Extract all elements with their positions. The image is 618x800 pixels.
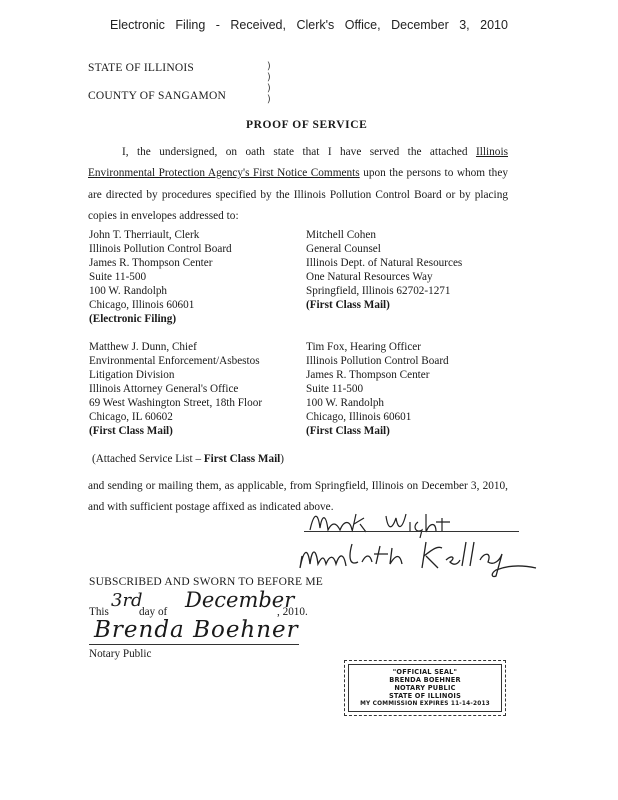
official-seal-text — [348, 664, 502, 712]
address-line: Suite 11-500 — [306, 383, 364, 395]
notary-year: , 2010. — [277, 606, 308, 618]
intro-paragraph — [88, 142, 508, 227]
address-line: Chicago, Illinois 60601 — [89, 299, 195, 311]
signature-line — [304, 531, 519, 532]
address-line: 100 W. Randolph — [89, 285, 168, 297]
attached-suffix: ) — [280, 453, 285, 465]
attached-service-list — [92, 452, 284, 466]
address-line: Suite 11-500 — [89, 271, 147, 283]
address-line: 69 West Washington Street, 18th Floor — [89, 397, 263, 409]
notary-signature-line — [89, 644, 299, 645]
address-line: General Counsel — [306, 243, 381, 255]
notary-public-label: Notary Public — [89, 648, 152, 660]
intro-suffix: upon the persons to whom they are directed by procedures specified by the Illinois Pollution Control Board or by placing copies in envelopes addressed to: — [88, 167, 508, 222]
address-line: One Natural Resources Way — [306, 271, 433, 283]
address-line: Matthew J. Dunn, Chief — [89, 341, 197, 353]
attached-method: First Class Mail — [203, 453, 281, 465]
service-method: (Electronic Filing) — [89, 313, 177, 325]
recipient-clerk — [89, 228, 232, 326]
seal-line: NOTARY PUBLIC — [394, 684, 456, 692]
address-line: John T. Therriault, Clerk — [89, 229, 200, 241]
notary-month: December — [185, 588, 295, 612]
address-line: 100 W. Randolph — [306, 397, 385, 409]
recipient-hearing-officer — [306, 340, 449, 438]
subscribed-statement: SUBSCRIBED AND SWORN TO BEFORE ME — [89, 576, 323, 588]
signature-mark-wight — [300, 508, 470, 538]
address-line: Illinois Dept. of Natural Resources — [306, 257, 463, 269]
recipient-attorney-general — [89, 340, 262, 438]
address-line: Illinois Pollution Control Board — [89, 243, 232, 255]
address-line: Mitchell Cohen — [306, 229, 376, 241]
document-title: PROOF OF SERVICE — [246, 119, 368, 131]
official-seal — [344, 660, 506, 716]
signature-meredith-kelley — [296, 538, 546, 578]
seal-line: STATE OF ILLINOIS — [388, 692, 462, 700]
address-line: Illinois Attorney General's Office — [89, 383, 239, 395]
attached-prefix: (Attached Service List – — [92, 453, 204, 465]
address-line: Environmental Enforcement/Asbestos — [89, 355, 260, 367]
service-method: (First Class Mail) — [306, 425, 390, 437]
address-line: Chicago, IL 60602 — [89, 411, 173, 423]
intro-prefix: I, the undersigned, on oath state that I have served the attached — [122, 146, 476, 158]
seal-line: "OFFICIAL SEAL" — [392, 668, 458, 676]
notary-day-of: day of — [139, 606, 168, 618]
address-line: James R. Thompson Center — [89, 257, 213, 269]
seal-line: BRENDA BOEHNER — [389, 676, 461, 684]
seal-line: MY COMMISSION EXPIRES 11-14-2013 — [360, 701, 490, 707]
notary-day: 3rd — [111, 590, 143, 611]
closing-paragraph: and sending or mailing them, as applicable, from Springfield, Illinois on December 3, 2010, and with sufficient postage affixed as indicated above. — [88, 480, 508, 514]
filing-header: Electronic Filing - Received, Clerk's Office, December 3, 2010 — [110, 18, 508, 32]
caption-bracket: ) ) ) ) — [266, 61, 273, 105]
address-line: Chicago, Illinois 60601 — [306, 411, 412, 423]
address-line: James R. Thompson Center — [306, 369, 430, 381]
notary-signature: Brenda Boehner — [94, 617, 299, 643]
recipient-dnr — [306, 228, 462, 312]
service-method: (First Class Mail) — [89, 425, 173, 437]
address-line: Tim Fox, Hearing Officer — [306, 341, 421, 353]
service-method: (First Class Mail) — [306, 299, 390, 311]
address-line: Litigation Division — [89, 369, 175, 381]
caption-state: STATE OF ILLINOIS — [88, 62, 194, 74]
caption-county: COUNTY OF SANGAMON — [88, 90, 226, 102]
notary-this: This — [89, 606, 109, 618]
intro-doc-title: Illinois Environmental Protection Agency's First Notice Comments — [88, 146, 508, 180]
address-line: Springfield, Illinois 62702-1271 — [306, 285, 451, 297]
address-line: Illinois Pollution Control Board — [306, 355, 449, 367]
